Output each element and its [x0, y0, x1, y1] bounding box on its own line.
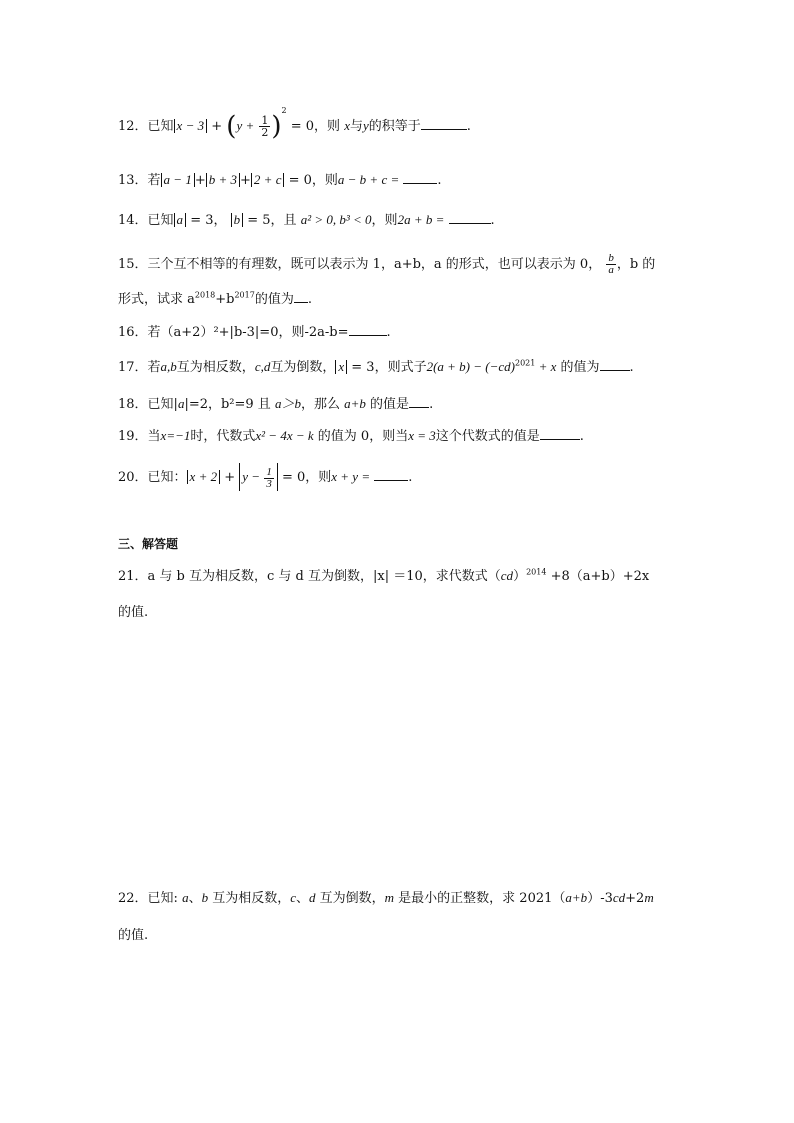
- q13-abs2: b + 3: [206, 173, 240, 187]
- q15-frac-den: a: [608, 264, 614, 276]
- q22-line1-pre: 22．已知:: [118, 891, 183, 906]
- q15-exp1: 2018: [194, 290, 216, 300]
- q17-answer-blank[interactable]: [600, 358, 630, 371]
- q17-exp: 2021: [514, 358, 536, 368]
- q13-abs1: a − 1: [161, 173, 195, 187]
- q12-var-x: x: [344, 118, 350, 133]
- question-21-line2: 的值.: [118, 605, 149, 620]
- q20-end: .: [408, 470, 413, 485]
- q12-exponent: 2: [281, 105, 287, 115]
- question-15-line1: [118, 253, 655, 276]
- q18-a: a: [177, 396, 185, 411]
- q20-plus: +: [224, 470, 236, 485]
- q14-answer-blank[interactable]: [449, 211, 491, 224]
- q15-frac-num: b: [608, 252, 614, 264]
- q20-abs1: x + 2: [187, 470, 221, 484]
- q17-t4: 的值为: [560, 360, 600, 375]
- q17-cd: c,d: [254, 359, 271, 374]
- q20-number: 20．已知：: [118, 470, 187, 485]
- q20-frac-den: 3: [266, 477, 272, 490]
- question-22-line1: [118, 889, 654, 908]
- q22-d: d: [309, 890, 316, 905]
- q12-frac-num: 1: [261, 114, 269, 127]
- q13-abs3: 2 + c: [251, 173, 285, 187]
- q15-fraction: [606, 253, 616, 276]
- q12-tail-pre: = 0，则: [290, 119, 341, 134]
- q15-line2-pre: 形式，试求 a: [118, 292, 195, 307]
- q22-t1: 、: [188, 891, 202, 906]
- q17-ab: a,b: [160, 359, 177, 374]
- question-14: [118, 211, 495, 230]
- q12-fraction: [259, 115, 270, 138]
- q18-cmp: a＞b: [274, 396, 301, 411]
- q14-end: .: [490, 213, 495, 228]
- q17-expr-post: + x: [535, 359, 557, 374]
- question-15-line2: [118, 290, 312, 309]
- q13-eq: = 0，则: [288, 173, 338, 188]
- q21-exp: 2014: [526, 567, 547, 577]
- question-18: [118, 395, 433, 414]
- q19-t3: 这个代数式的值是: [435, 429, 540, 444]
- q17-expr-pre: 2(a + b) − (−cd): [426, 359, 515, 374]
- question-22-line2: 的值.: [118, 928, 149, 943]
- q14-abs-a: a: [174, 213, 187, 227]
- q12-mid: 与: [349, 119, 363, 134]
- q18-t2: ，那么: [300, 397, 340, 412]
- q12-end: .: [466, 119, 471, 134]
- q22-t2: 互为相反数，: [208, 891, 291, 906]
- q17-abs-x: x: [335, 360, 347, 374]
- q17-number: 17．若: [118, 360, 161, 375]
- q18-end: .: [429, 397, 434, 412]
- q20-fraction: [264, 467, 274, 490]
- q21-cd: cd: [500, 568, 514, 583]
- question-13: 13．若 a − 1 + b + 3 + 2 + c = 0，则a − b + c = .: [118, 172, 442, 188]
- q19-number: 19．当: [118, 429, 161, 444]
- q12-tail-post: 的积等于: [368, 119, 421, 134]
- q22-t3: 、: [296, 891, 310, 906]
- q14-eq-a: = 3，: [190, 213, 227, 228]
- question-17: [118, 358, 634, 377]
- q12-plus: +: [211, 119, 223, 134]
- q12-number: 12．已知: [118, 119, 174, 134]
- q22-t6: ）-3: [587, 891, 613, 906]
- q19-end: .: [579, 429, 584, 444]
- q22-ab: a+b: [565, 890, 588, 905]
- q14-then: ，则: [371, 213, 398, 228]
- q14-cond: a² > 0, b³ < 0: [300, 212, 372, 227]
- q20-abs2-pre: y −: [242, 469, 261, 484]
- q22-t7: +2: [625, 891, 645, 906]
- question-19: [118, 427, 584, 446]
- q21-line1-post: +8（a+b）+2x: [546, 569, 650, 584]
- q20-abs2: [239, 463, 278, 491]
- q15-exp2: 2017: [234, 290, 255, 300]
- q18-t1: |=2，b²=9 且: [184, 397, 271, 412]
- question-12: [118, 105, 471, 142]
- q12-frac-den: 2: [261, 126, 269, 139]
- q13-expr: a − b + c =: [337, 172, 400, 187]
- q19-t2: 的值为 0，则当: [317, 429, 409, 444]
- q14-expr: 2a + b =: [397, 212, 445, 227]
- q19-cond: x=−1: [160, 428, 191, 443]
- q15-line1-pre: 15．三个互不相等的有理数，既可以表示为 1，a+b，a 的形式，也可以表示为 0，: [118, 257, 602, 272]
- q21-line1-mid: ）: [513, 569, 527, 584]
- q16-text: 16．若（a+2）²+|b-3|=0，则-2a-b=: [118, 325, 349, 340]
- q22-cd: cd: [612, 890, 626, 905]
- q14-number: 14．已知: [118, 213, 174, 228]
- q17-t1: 互为相反数，: [176, 360, 255, 375]
- q12-answer-blank[interactable]: [421, 117, 467, 130]
- q20-eq: = 0，则: [281, 470, 332, 485]
- question-16: [118, 323, 391, 342]
- q18-t3: 的值是: [370, 397, 410, 412]
- q20-answer-blank[interactable]: [374, 468, 408, 481]
- q20-expr: x + y =: [331, 469, 371, 484]
- q20-frac-num: 1: [266, 465, 272, 478]
- q12-rparen: ): [271, 111, 282, 142]
- question-20: [118, 463, 412, 491]
- q13-end: .: [437, 173, 442, 188]
- q22-m: m: [384, 890, 395, 905]
- q14-eq-b: = 5，且: [247, 213, 297, 228]
- q12-abs: x − 3: [174, 119, 208, 133]
- q15-answer-blank[interactable]: [294, 290, 308, 303]
- q22-t4: 互为倒数，: [315, 891, 385, 906]
- section-heading-3: 三、解答题: [118, 537, 179, 551]
- q22-a: a: [182, 890, 189, 905]
- q18-number: 18．已知|: [118, 397, 178, 412]
- q15-line1-post: ，b 的: [616, 257, 656, 272]
- q19-t1: 时，代数式: [190, 429, 256, 444]
- q17-end: .: [629, 360, 634, 375]
- q17-t2: 互为倒数，: [270, 360, 336, 375]
- q19-cond2: x = 3: [408, 428, 436, 443]
- q16-end: .: [386, 325, 391, 340]
- q15-plus: +b: [215, 292, 235, 307]
- q16-answer-blank[interactable]: [349, 323, 387, 336]
- q13-number: 13．若: [118, 173, 161, 188]
- q18-answer-blank[interactable]: [409, 395, 429, 408]
- q12-lparen: (: [226, 111, 237, 142]
- q13-answer-blank[interactable]: [403, 171, 437, 184]
- q19-expr: x² − 4x − k: [255, 428, 314, 443]
- q15-line2-post: 的值为: [254, 292, 294, 307]
- q21-line1-pre: 21．a 与 b 互为相反数，c 与 d 互为倒数，|x| ＝10，求代数式（: [118, 569, 501, 584]
- q22-b: b: [201, 890, 209, 905]
- q17-t3: = 3，则式子: [351, 360, 427, 375]
- q12-y-term: y +: [236, 118, 255, 133]
- q22-t5: 是最小的正整数，求 2021（: [394, 891, 566, 906]
- q12-var-y: y: [363, 118, 369, 133]
- q14-abs-b: b: [231, 213, 244, 227]
- q15-end: .: [307, 292, 312, 307]
- q18-sum: a+b: [344, 396, 366, 411]
- question-21-line1: [118, 567, 649, 586]
- q22-c: c: [290, 890, 296, 905]
- q22-m2: m: [644, 890, 654, 905]
- q19-answer-blank[interactable]: [540, 427, 580, 440]
